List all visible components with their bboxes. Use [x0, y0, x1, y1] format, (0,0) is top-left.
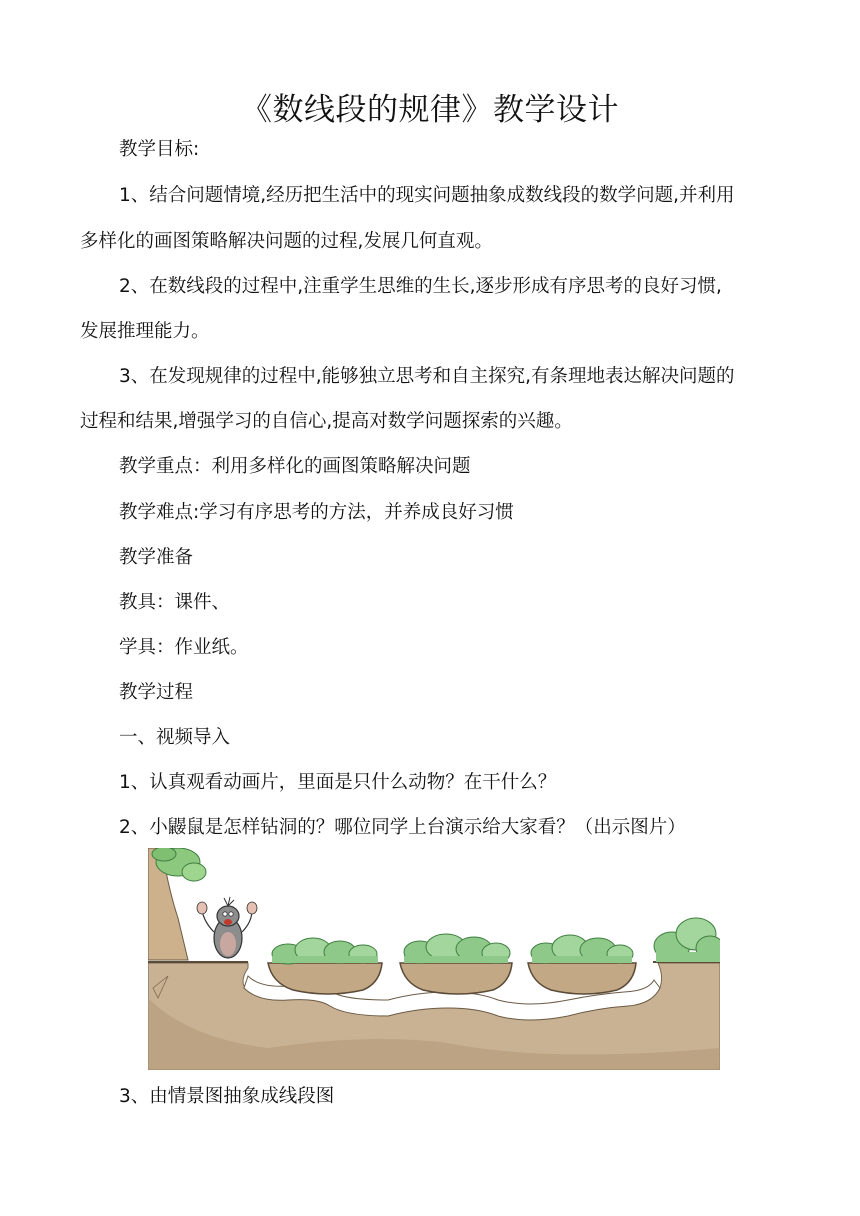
step-3: 3、由情景图抽象成线段图 — [119, 1086, 335, 1107]
objective-3-line-1: 3、在发现规律的过程中,能够独立思考和自主探究,有条理地表达解决问题的 — [119, 366, 735, 387]
step-1: 1、认真观看动画片，里面是只什么动物？在干什么？ — [119, 772, 557, 793]
objective-1-line-2: 多样化的画图策略解决问题的过程,发展几何直观。 — [80, 231, 493, 252]
step-2: 2、小鼹鼠是怎样钻洞的？哪位同学上台演示给大家看？（出示图片） — [119, 817, 686, 838]
bush-right — [654, 918, 720, 962]
mole-tunnel-illustration — [148, 848, 720, 1070]
preparation-heading: 教学准备 — [119, 547, 194, 568]
student-tools: 学具：作业纸。 — [119, 637, 249, 658]
section-1-heading: 一、视频导入 — [119, 727, 231, 748]
objective-2-line-2: 发展推理能力。 — [80, 321, 210, 342]
objective-1-line-1: 1、结合问题情境,经历把生活中的现实问题抽象成数线段的数学问题,并利用 — [119, 185, 735, 206]
objective-2-line-1: 2、在数线段的过程中,注重学生思维的生长,逐步形成有序思考的良好习惯, — [119, 276, 722, 297]
mole-icon — [197, 897, 257, 958]
objectives-heading: 教学目标: — [119, 139, 200, 160]
teacher-tools: 教具：课件、 — [119, 592, 231, 613]
process-heading: 教学过程 — [119, 682, 194, 703]
difficulty: 教学难点:学习有序思考的方法，并养成良好习惯 — [119, 502, 514, 523]
key-point: 教学重点：利用多样化的画图策略解决问题 — [119, 456, 471, 477]
document-title: 《数线段的规律》教学设计 — [241, 92, 619, 128]
island-1 — [268, 938, 382, 994]
island-2 — [400, 934, 512, 994]
island-3 — [528, 935, 636, 994]
mole-tunnel-svg — [148, 848, 720, 1070]
objective-3-line-2: 过程和结果,增强学习的自信心,提高对数学问题探索的兴趣。 — [80, 411, 573, 432]
